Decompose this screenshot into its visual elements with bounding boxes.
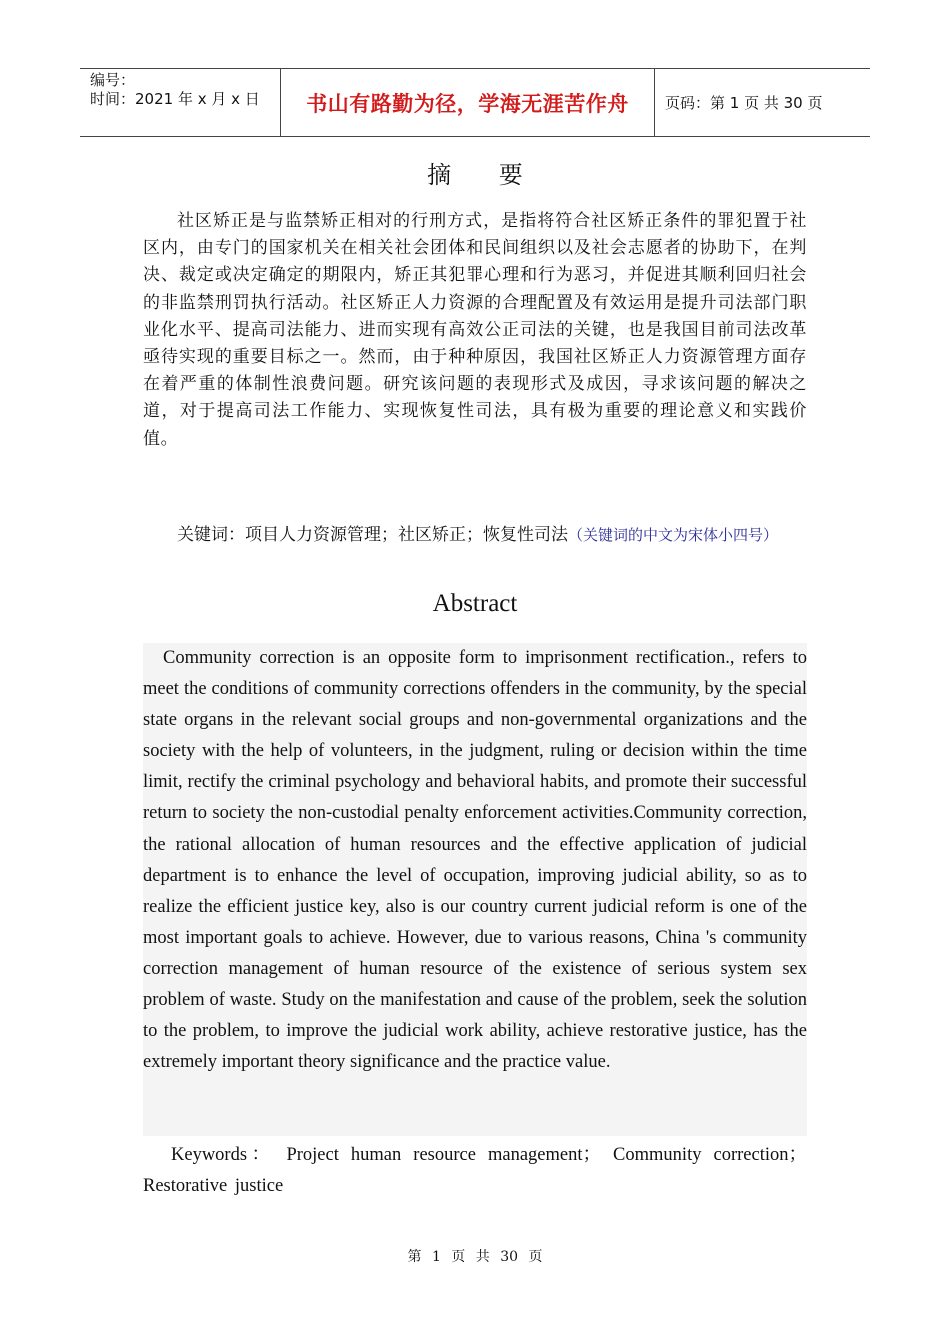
abstract-en-body: Community correction is an opposite form to imprisonment rectification., refers to meet the conditions of community corrections offenders in the community, by the special state organs in the relevant social groups and non-governmental organizations and the society with the help of volunteers, in the judgment, ruling or decision within the time limit, rectify the criminal psychology and behavioral habits, and promote their successful return to society the non-custodial penalty enforcement activities.Community correction, the rational allocation of human resources and the effective application of judicial department is to enhance the level of occupation, improving judicial ability, so as to realize the efficient justice key, also is our country current judicial reform is one of the most important goals to achieve. However, due to various reasons, China 's community correction management of human resource of the existence of serious system sex problem of waste. Study on the manifestation and cause of the problem, seek the solution to the problem, to improve the judicial work ability, achieve restorative justice, has the extremely important theory significance and the practice value. [143,648,807,1073]
keywords-en: Keywords： Project human resource management； Community correction； Restorative justice [143,1145,807,1196]
abstract-cn-body: 社区矫正是与监禁矫正相对的行刑方式，是指将符合社区矫正条件的罪犯置于社区内，由专门的国家机关在相关社会团体和民间组织以及社会志愿者的协助下，在判决、裁定或决定确定的期限内，矫正其犯罪心理和行为恶习，并促进其顺利回归社会的非监禁刑罚执行活动。社区矫正人力资源的合理配置及有效运用是提升司法部门职业化水平、提高司法能力、进而实现有高效公正司法的关键，也是我国目前司法改革亟待实现的重要目标之一。然而，由于种种原因，我国社区矫正人力资源管理方面存在着严重的体制性浪费问题。研究该问题的表现形式及成因，寻求该问题的解决之道，对于提高司法工作能力、实现恢复性司法，具有极为重要的理论意义和实践价值。 [143,211,807,449]
abstract-cn-title: 摘 要 [427,161,543,189]
motto-text: 书山有路勤为径，学海无涯苦作舟 [306,91,629,116]
header-left-cell [80,69,281,136]
keywords-format-note: （关键词的中文为宋体小四号） [568,526,779,544]
page-footer: 第 1 页 共 30 页 [407,1249,543,1265]
header-page-info: 页码：第 1 页 共 30 页 [665,94,823,112]
header-motto-cell [281,69,655,136]
header-table [80,68,870,137]
date-label: 时间：2021 年 x 月 x 日 [90,90,260,108]
number-label: 编号： [90,71,136,89]
keywords-cn-text: 关键词：项目人力资源管理；社区矫正；恢复性司法 [177,525,568,545]
keywords-cn [143,525,807,546]
abstract-en-title: Abstract [432,590,518,617]
